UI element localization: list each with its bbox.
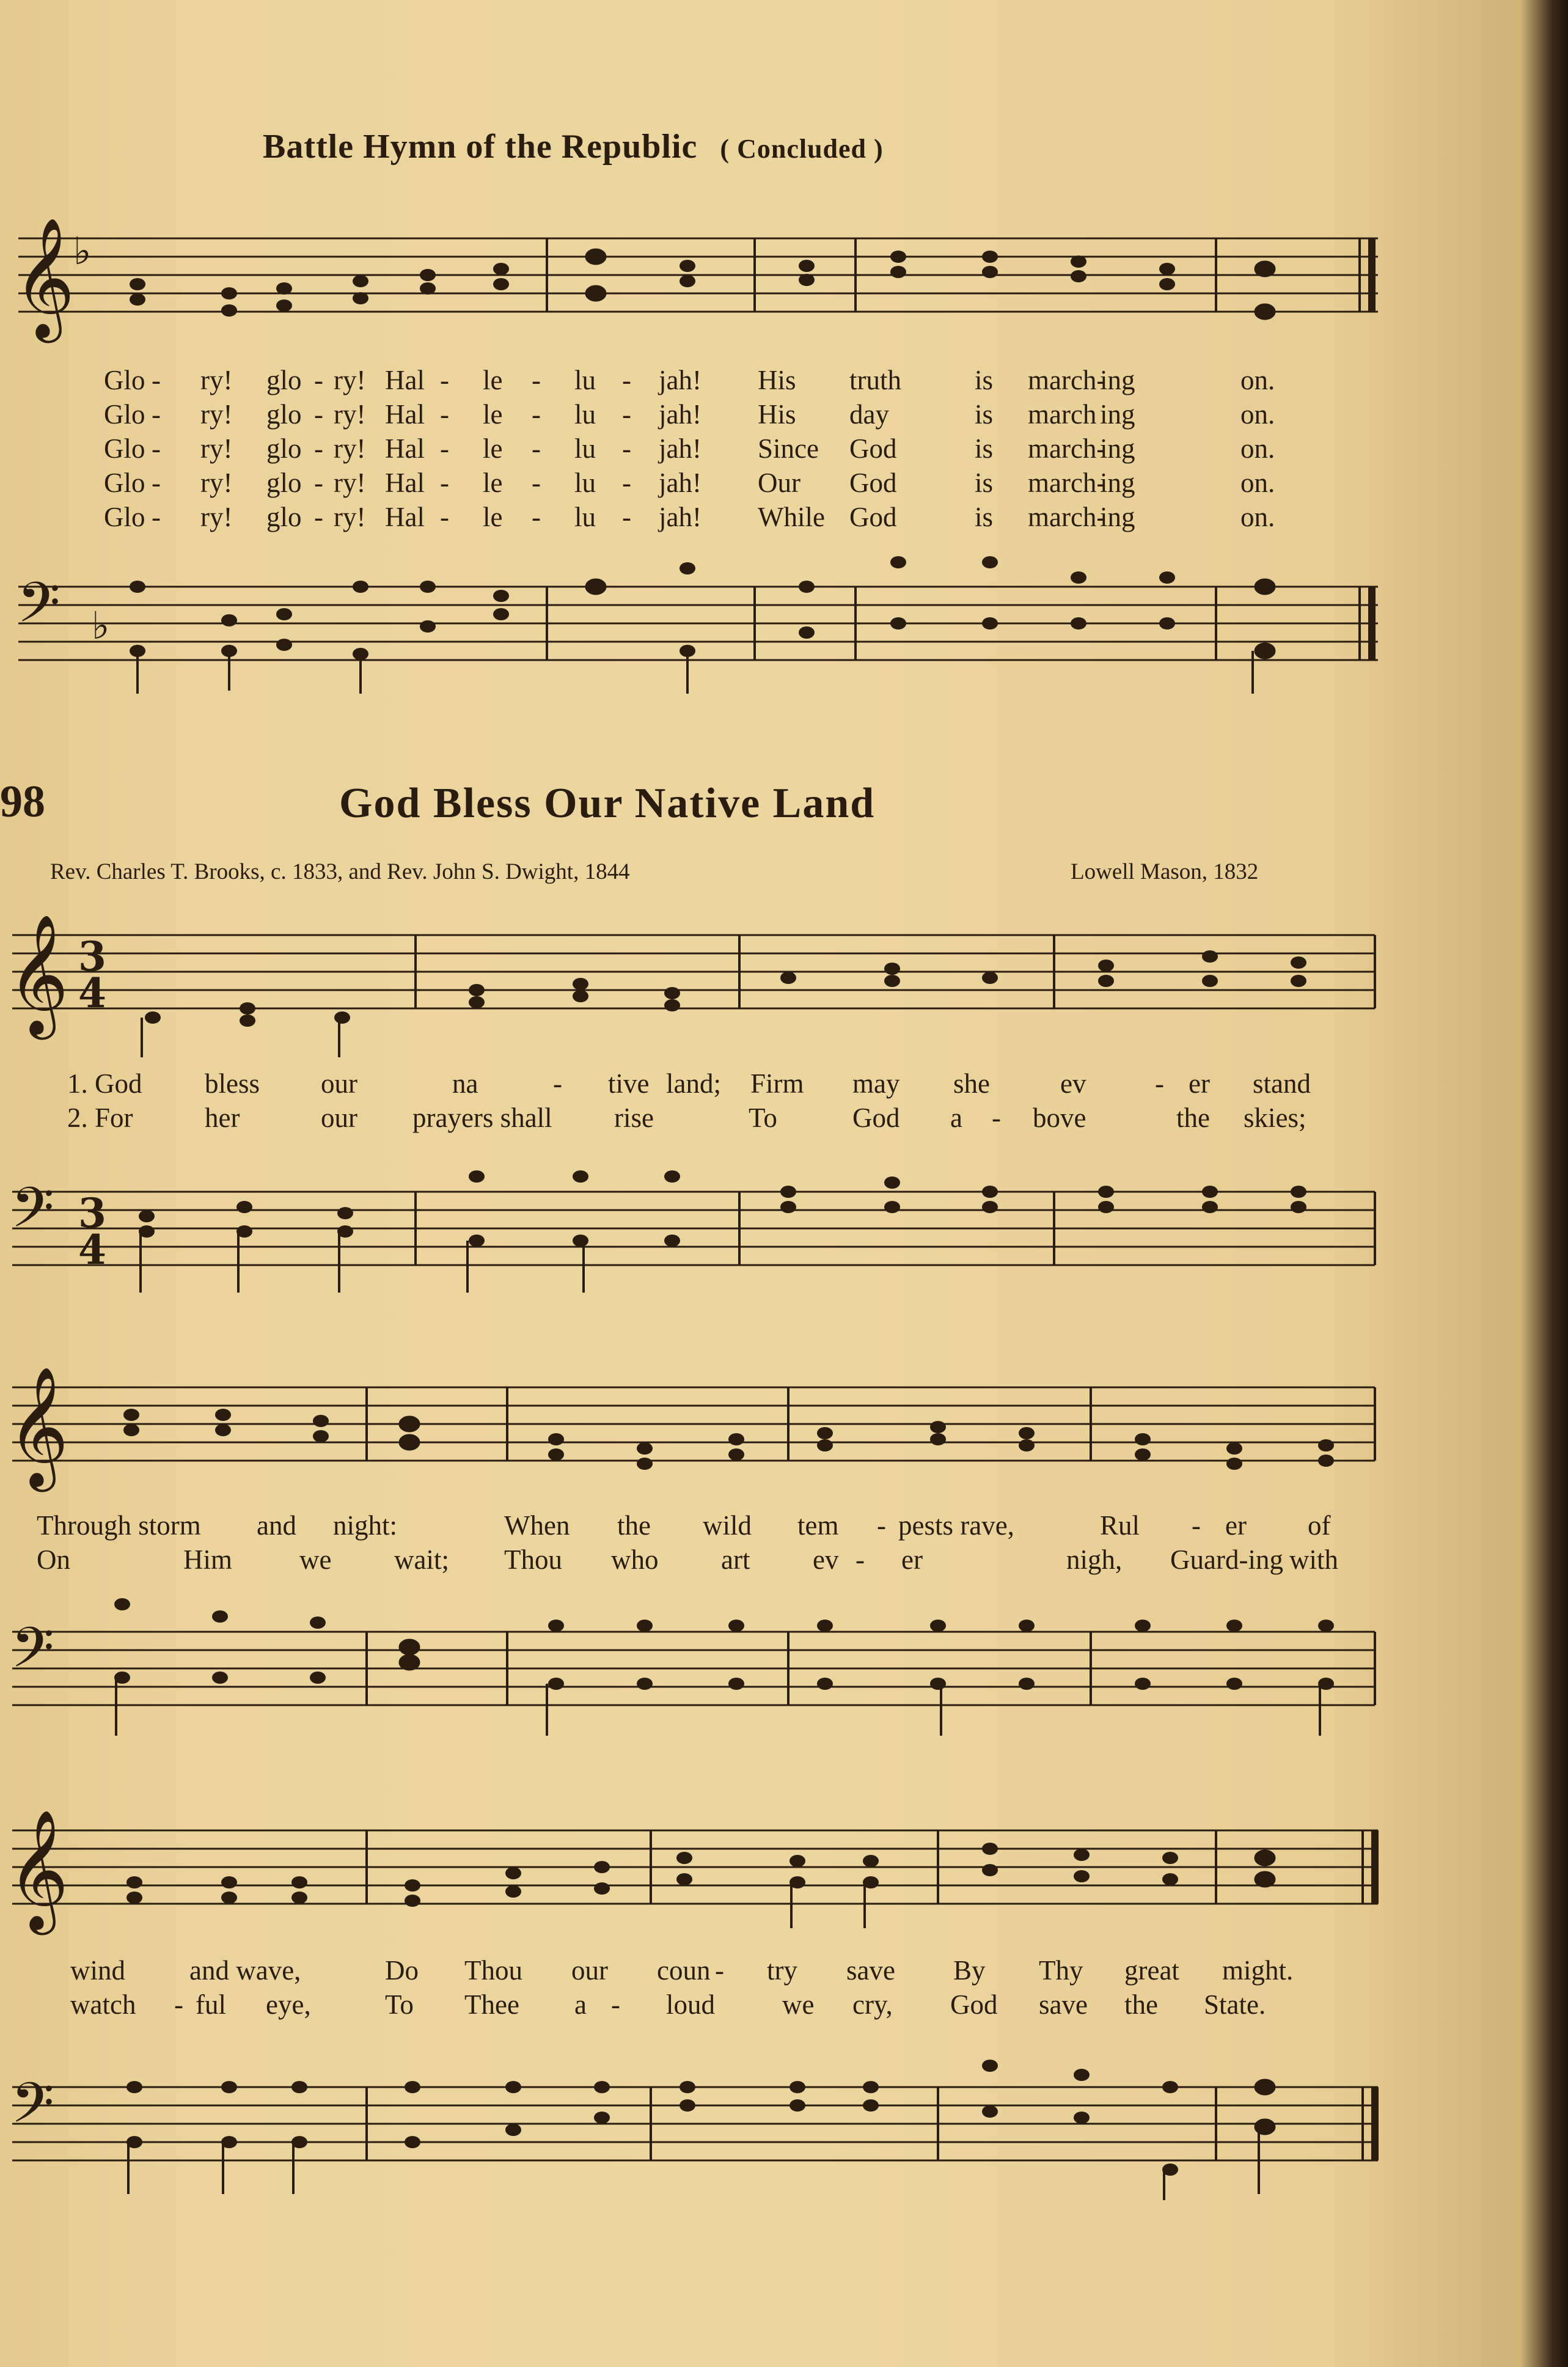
lyric-syllable: lu [574,433,596,464]
lyric-syllable: While [758,502,825,532]
lyric-syllable: our [571,1955,608,1986]
lyric-syllable: the [617,1510,651,1541]
lyric-syllable: jah! [659,433,702,464]
lyric-syllable: er [1225,1510,1247,1541]
concluded-note: ( Concluded ) [720,134,884,164]
lyric-syllable: ry! [334,433,366,464]
lyric-syllable: Hal [385,399,425,430]
treble-clef-icon: 𝄞 [13,217,75,338]
lyric-syllable: a [950,1103,962,1133]
lyric-syllable: may [852,1068,900,1099]
lyric-syllable: - [440,433,449,464]
lyric-syllable: watch [70,1989,136,2020]
lyric-syllable: lu [574,365,596,395]
lyric-syllable: ry! [200,433,233,464]
lyric-syllable: is [975,365,994,395]
lyric-syllable: Guard-ing [1170,1544,1283,1575]
lyric-syllable: By [953,1955,986,1986]
key-flat-icon: ♭ [73,229,92,273]
battle-hymn-treble-staff [0,217,1568,342]
words-credit: Rev. Charles T. Brooks, c. 1833, and Rev. John S. Dwight, 1844 [50,859,630,884]
lyric-syllable: le [483,468,503,498]
lyric-syllable: on. [1240,399,1275,430]
treble-clef-icon: 𝄞 [7,1366,69,1487]
lyric-syllable: - [440,399,449,430]
treble-clef-icon: 𝄞 [7,1809,69,1930]
lyric-syllable: our [321,1068,357,1099]
lyric-syllable: When [504,1510,570,1541]
lyric-syllable: To [749,1103,777,1133]
lyric-syllable: Thee [464,1989,519,2020]
lyric-syllable: ing [1100,502,1135,532]
lyric-syllable: she [953,1068,990,1099]
hymn-title: God Bless Our Native Land [339,780,876,827]
time-signature-top: 3 [78,1189,106,1237]
lyric-syllable: Hal [385,502,425,532]
lyric-syllable: na [452,1068,478,1099]
lyric-syllable: glo [266,433,302,464]
lyric-syllable: glo [266,399,302,430]
lyric-syllable: ry! [334,468,366,498]
lyric-syllable: cry, [852,1989,893,2020]
lyric-syllable: ry! [200,502,233,532]
lyric-syllable: is [975,433,994,464]
lyric-syllable: lu [574,502,596,532]
lyric-syllable: nigh, [1066,1544,1123,1575]
lyric-syllable: on. [1240,365,1275,395]
lyric-syllable: wait; [394,1544,449,1575]
lyric-syllable: save [1039,1989,1088,2020]
lyric-syllable: art [721,1544,750,1575]
lyric-syllable: - [152,365,161,395]
section-title-text: Battle Hymn of the Republic [263,128,698,166]
lyric-syllable: march- [1028,365,1106,395]
lyric-syllable: - [622,365,631,395]
system-3-treble-staff [0,1809,1568,1947]
bass-clef-icon: 𝄢 [11,2071,54,2149]
lyric-syllable: Rul [1100,1510,1140,1541]
lyric-syllable: - [622,468,631,498]
lyric-syllable: jah! [659,399,702,430]
lyric-syllable: ry! [200,399,233,430]
lyric-syllable: - [715,1955,724,1986]
time-signature-bottom: 4 [78,969,106,1017]
lyric-syllable: Since [758,433,819,464]
lyric-syllable: ing [1100,468,1135,498]
lyric-syllable: ev [1060,1068,1086,1099]
lyric-syllable: Thy [1039,1955,1083,1986]
lyric-syllable: bove [1033,1103,1086,1133]
lyric-syllable: His [758,399,796,430]
lyric-syllable: land; [666,1068,721,1099]
music-credit: Lowell Mason, 1832 [1071,859,1259,884]
lyric-syllable: might. [1222,1955,1294,1986]
lyric-syllable: wind [70,1955,125,1986]
lyric-syllable: ing [1100,365,1135,395]
lyric-syllable: and wave, [189,1955,301,1986]
lyric-syllable: who [611,1544,659,1575]
lyric-syllable: - [440,365,449,395]
lyric-syllable: with [1289,1544,1339,1575]
lyric-syllable: march [1028,399,1097,430]
lyric-syllable: To [385,1989,414,2020]
lyric-syllable: bless [205,1068,260,1099]
system-1-bass-staff [0,1173,1568,1296]
lyric-syllable: - [532,399,541,430]
lyric-syllable: on. [1240,468,1275,498]
lyric-syllable: On [37,1544,70,1575]
lyric-syllable: er [1189,1068,1210,1099]
lyric-syllable: - [440,502,449,532]
lyric-syllable: God [852,1103,900,1133]
lyric-syllable: Thou [504,1544,562,1575]
lyric-syllable: truth [849,365,901,395]
lyric-syllable: - [877,1510,886,1541]
lyric-syllable: Glo [104,399,145,430]
lyric-syllable: on. [1240,433,1275,464]
lyric-syllable: Our [758,468,800,498]
lyric-syllable: her [205,1103,240,1133]
section-title [263,127,884,166]
lyric-syllable: - [314,399,323,430]
lyric-syllable: jah! [659,502,702,532]
lyric-syllable: - [314,468,323,498]
time-signature-top: 3 [78,933,106,980]
lyric-syllable: march- [1028,502,1106,532]
lyric-syllable: of [1308,1510,1331,1541]
lyric-syllable: our [321,1103,357,1133]
lyric-syllable: lu [574,468,596,498]
treble-clef-icon: 𝄞 [7,914,69,1035]
lyric-syllable: - [174,1989,183,2020]
lyric-syllable: - [314,502,323,532]
lyric-syllable: - [622,502,631,532]
lyric-syllable: and [257,1510,296,1541]
lyric-syllable: Do [385,1955,419,1986]
lyric-syllable: State. [1204,1989,1266,2020]
lyric-syllable: on. [1240,502,1275,532]
lyric-syllable: 1. God [67,1068,142,1099]
lyric-syllable: a [574,1989,587,2020]
lyric-syllable: Him [183,1544,233,1575]
key-flat-icon: ♭ [92,603,110,648]
lyric-syllable: ev [813,1544,839,1575]
lyric-syllable: ry! [334,502,366,532]
lyric-syllable: - [532,433,541,464]
lyric-syllable: glo [266,365,302,395]
lyric-syllable: - [553,1068,562,1099]
lyric-syllable: Hal [385,433,425,464]
lyric-syllable: ing [1100,433,1135,464]
lyric-syllable: ry! [334,365,366,395]
lyric-syllable: eye, [266,1989,311,2020]
lyric-syllable: Glo [104,502,145,532]
bass-clef-icon: 𝄢 [11,1615,54,1694]
hymn-number: 98 [0,777,45,827]
lyric-syllable: prayers shall [412,1103,552,1133]
lyric-syllable: jah! [659,365,702,395]
lyric-syllable: - [855,1544,865,1575]
lyric-syllable: His [758,365,796,395]
lyric-syllable: - [532,468,541,498]
battle-hymn-bass-staff [0,568,1568,703]
lyric-syllable: march- [1028,468,1106,498]
lyric-syllable: the [1124,1989,1158,2020]
lyric-syllable: - [1192,1510,1201,1541]
lyric-syllable: - [152,468,161,498]
lyric-syllable: day [849,399,889,430]
lyric-syllable: we [782,1989,815,2020]
lyric-syllable: - [314,365,323,395]
lyric-syllable: - [532,502,541,532]
lyric-syllable: Thou [464,1955,522,1986]
lyric-syllable: Glo [104,468,145,498]
lyric-syllable: ful [196,1989,226,2020]
lyric-syllable: rise [614,1103,654,1133]
lyric-syllable: - [622,399,631,430]
lyric-syllable: Hal [385,365,425,395]
lyric-syllable: - [440,468,449,498]
system-3-bass-staff [0,2069,1568,2203]
lyric-syllable: is [975,399,994,430]
lyric-syllable: le [483,365,503,395]
lyric-syllable: coun [657,1955,711,1986]
lyric-syllable: loud [666,1989,716,2020]
system-2-treble-staff [0,1366,1568,1503]
lyric-syllable: jah! [659,468,702,498]
lyric-syllable: lu [574,399,596,430]
lyric-syllable: - [611,1989,620,2020]
lyric-syllable: the [1176,1103,1210,1133]
lyric-syllable: pests rave, [898,1510,1014,1541]
lyric-syllable: great [1124,1955,1179,1986]
lyric-syllable: Through storm [37,1510,201,1541]
lyric-syllable: ing [1100,399,1135,430]
lyric-syllable: ry! [334,399,366,430]
lyric-syllable: Firm [750,1068,804,1099]
lyric-syllable: glo [266,502,302,532]
lyric-syllable: - [1155,1068,1164,1099]
lyric-syllable: - [622,433,631,464]
bass-clef-icon: 𝄢 [11,1175,54,1253]
lyric-syllable: we [299,1544,332,1575]
lyric-syllable: glo [266,468,302,498]
lyric-syllable: save [846,1955,895,1986]
lyric-syllable: ry! [200,468,233,498]
lyric-syllable: le [483,433,503,464]
lyric-syllable: God [849,502,897,532]
system-2-bass-staff [0,1613,1568,1736]
time-signature-bottom: 4 [78,1226,106,1274]
lyric-syllable: night: [333,1510,398,1541]
lyric-syllable: tive [608,1068,650,1099]
lyric-syllable: Glo [104,433,145,464]
lyric-syllable: God [849,433,897,464]
lyric-syllable: God [950,1989,998,2020]
lyric-syllable: - [152,399,161,430]
lyric-syllable: wild [703,1510,752,1541]
lyric-syllable: - [152,433,161,464]
lyric-syllable: try [767,1955,797,1986]
lyric-syllable: - [992,1103,1001,1133]
bass-clef-icon: 𝄢 [17,570,60,648]
lyric-syllable: Glo [104,365,145,395]
lyric-syllable: - [314,433,323,464]
lyric-syllable: march- [1028,433,1106,464]
lyric-syllable: is [975,468,994,498]
lyric-syllable: stand [1253,1068,1311,1099]
lyric-syllable: skies; [1244,1103,1306,1133]
lyric-syllable: God [849,468,897,498]
lyric-syllable: tem [797,1510,839,1541]
lyric-syllable: 2. For [67,1103,133,1133]
lyric-syllable: ry! [200,365,233,395]
lyric-syllable: Hal [385,468,425,498]
lyric-syllable: er [901,1544,923,1575]
lyric-syllable: - [532,365,541,395]
lyric-syllable: - [152,502,161,532]
lyric-syllable: le [483,399,503,430]
lyric-syllable: is [975,502,994,532]
system-1-treble-staff [0,914,1568,1051]
lyric-syllable: le [483,502,503,532]
